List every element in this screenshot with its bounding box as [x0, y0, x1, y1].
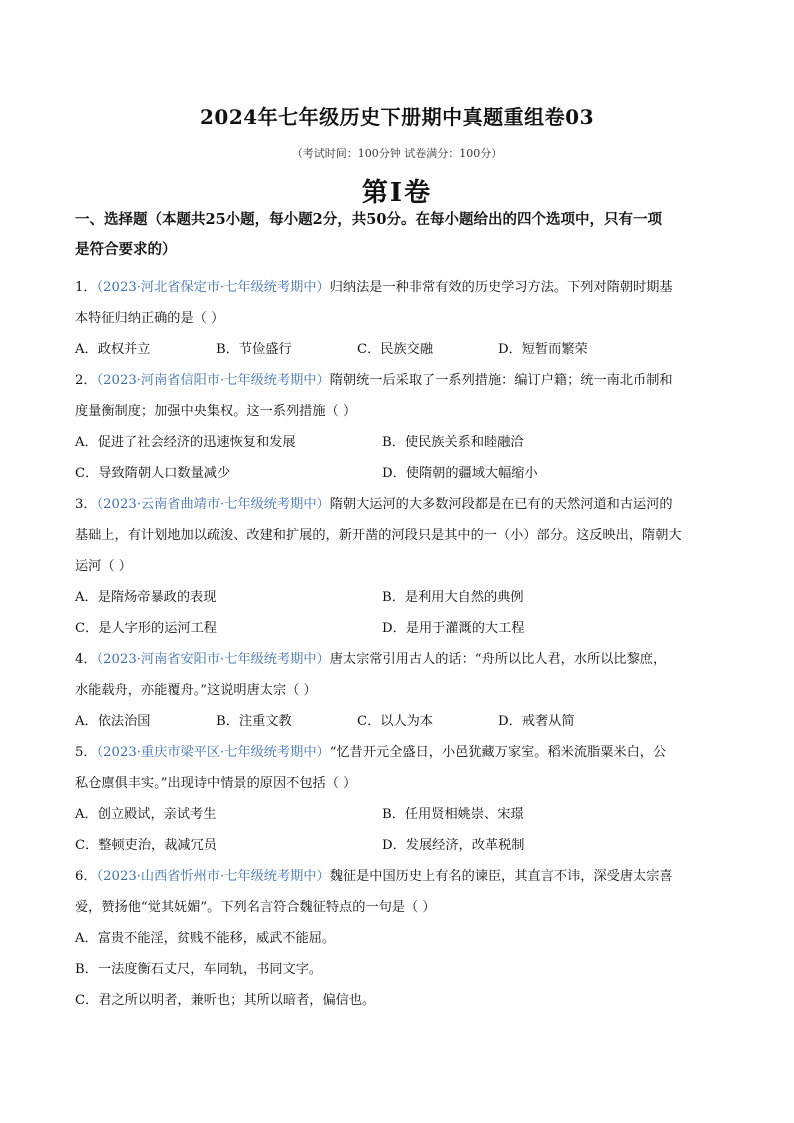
option-c[interactable]: C．以人为本 [357, 714, 434, 729]
question-source: （2023·重庆市梁平区·七年级统考期中） [96, 745, 330, 760]
question-source: （2023·河南省信阳市·七年级统考期中） [96, 373, 330, 388]
option-b[interactable]: B．一法度衡石丈尺，车同轨，书同文字。 [75, 962, 323, 977]
question-stem: “忆昔开元全盛日，小邑犹藏万家室。稻米流脂粟米白，公 [329, 745, 667, 760]
option-b[interactable]: B．注重文教 [216, 714, 292, 729]
option-c[interactable]: C．是人字形的运河工程 [75, 621, 217, 636]
question-stem: 隋朝大运河的大多数河段都是在已有的天然河道和古运河的 [329, 497, 673, 512]
option-b[interactable]: B．使民族关系和睦融洽 [382, 435, 524, 450]
question-stem: 归纳法是一种非常有效的历史学习方法。下列对隋朝时期基 [329, 280, 673, 295]
question-list [75, 272, 735, 1016]
question-2 [75, 365, 735, 489]
question-3 [75, 489, 735, 644]
option-row [75, 613, 735, 644]
question-5 [75, 737, 735, 861]
question-stem-cont: 私仓廪俱丰实。”出现诗中情景的原因不包括（ ） [75, 776, 357, 791]
option-c[interactable]: C．导致隋朝人口数量减少 [75, 466, 231, 481]
section-heading-line2: 是符合要求的） [75, 241, 177, 258]
option-row [75, 334, 735, 365]
question-source: （2023·云南省曲靖市·七年级统考期中） [96, 497, 330, 512]
question-stem-cont: 本特征归纳正确的是（ ） [75, 311, 225, 326]
option-d[interactable]: D．戒奢从简 [498, 714, 575, 729]
option-b[interactable]: B．任用贤相姚崇、宋璟 [382, 807, 524, 822]
option-c[interactable]: C．整顿吏治，裁减冗员 [75, 838, 217, 853]
option-a[interactable]: A．政权并立 [75, 342, 151, 357]
option-row [75, 830, 735, 861]
option-a[interactable]: A．依法治国 [75, 714, 151, 729]
option-b[interactable]: B．是利用大自然的典例 [382, 590, 524, 605]
option-d[interactable]: D．是用于灌溉的大工程 [382, 621, 525, 636]
question-number: 4． [75, 652, 97, 667]
question-source: （2023·河南省安阳市·七年级统考期中） [96, 652, 330, 667]
option-a[interactable]: A．促进了社会经济的迅速恢复和发展 [75, 435, 296, 450]
question-1 [75, 272, 735, 365]
question-stem: 魏征是中国历史上有名的谏臣，其直言不讳，深受唐太宗喜 [329, 869, 673, 884]
question-stem-cont: 运河（ ） [75, 559, 132, 574]
option-row [75, 458, 735, 489]
option-row [75, 427, 735, 458]
section-heading-line1: 一、选择题（本题共25小题，每小题2分，共50分。在每小题给出的四个选项中，只有一项 [75, 211, 662, 228]
question-stem-cont: 基础上，有计划地加以疏浚、改建和扩展的，新开凿的河段只是其中的一（小）部分。这反映出，隋朝大 [75, 528, 682, 543]
question-number: 5． [75, 745, 97, 760]
option-row [75, 582, 735, 613]
question-stem-cont: 水能载舟，亦能覆舟。”这说明唐太宗（ ） [75, 683, 317, 698]
option-a[interactable]: A．富贵不能淫，贫贱不能移，威武不能屈。 [75, 931, 336, 946]
question-6 [75, 861, 735, 1016]
question-number: 2． [75, 373, 97, 388]
option-d[interactable]: D．发展经济，改革税制 [382, 838, 525, 853]
question-source: （2023·山西省忻州市·七年级统考期中） [96, 869, 330, 884]
exam-title: 2024年七年级历史下册期中真题重组卷03 [200, 105, 594, 129]
option-a[interactable]: A．创立殿试，亲试考生 [75, 807, 217, 822]
option-c[interactable]: C．君之所以明者，兼听也；其所以暗者，偏信也。 [75, 993, 376, 1008]
question-stem: 唐太宗常引用古人的话：“舟所以比人君，水所以比黎庶， [329, 652, 667, 667]
question-stem-cont: 度量衡制度；加强中央集权。这一系列措施（ ） [75, 404, 357, 419]
exam-subtitle: （考试时间：100分钟 试卷满分：100分） [291, 147, 503, 160]
question-number: 1． [75, 280, 97, 295]
question-stem-cont: 爱，赞扬他“觉其妩媚”。下列名言符合魏征特点的一句是（ ） [75, 900, 436, 915]
option-d[interactable]: D．短暂而繁荣 [498, 342, 588, 357]
question-number: 3． [75, 497, 97, 512]
option-a[interactable]: A．是隋炀帝暴政的表现 [75, 590, 217, 605]
option-b[interactable]: B．节俭盛行 [216, 342, 292, 357]
option-row [75, 706, 735, 737]
section-heading [75, 205, 735, 265]
option-row [75, 799, 735, 830]
question-source: （2023·河北省保定市·七年级统考期中） [96, 280, 330, 295]
question-number: 6． [75, 869, 97, 884]
option-d[interactable]: D．使隋朝的疆域大幅缩小 [382, 466, 538, 481]
question-4 [75, 644, 735, 737]
question-stem: 隋朝统一后采取了一系列措施：编订户籍；统一南北币制和 [329, 373, 673, 388]
volume-heading: 第I卷 [361, 178, 433, 208]
option-c[interactable]: C．民族交融 [357, 342, 434, 357]
